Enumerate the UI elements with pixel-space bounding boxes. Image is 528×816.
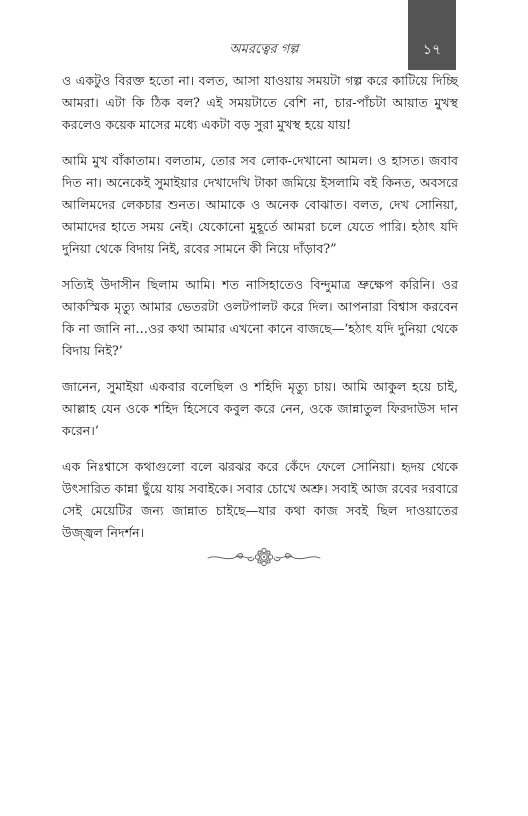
paragraph: আমি মুখ বাঁকাতাম। বলতাম, তোর সব লোক-দেখানো আমল। ও হাসত। জবাব দিত না। অনেকেই সুমাইয়ার দেখাদেখি টাকা জমিয়ে ইসলামি বই কিনত, অবসরে আলিমদের লেকচার শুনত। আমাকে ও অনেক বোঝাত। বলত, দেখ সোনিয়া, আমাদের হাতে সময় নেই। যেকোনো মুহূর্তে আমরা চলে যেতে পারি। হঠাৎ যদি দুনিয়া থেকে বিদায় নিই, রবের সামনে কী নিয়ে দাঁড়াব?” — [62, 153, 458, 256]
running-header-title: অমরত্বের গল্প — [229, 42, 299, 57]
page-number-tab — [408, 0, 456, 70]
floral-divider-icon — [206, 546, 322, 568]
paragraph: এক নিঃশ্বাসে কথাগুলো বলে ঝরঝর করে কেঁদে ফেলে সোনিয়া। হৃদয় থেকে উৎসারিত কান্না ছুঁয়ে যায় সবাইকে। সবার চোখে অশ্রু। সবাই আজ রবের দরবারে সেই মেয়েটির জন্য জান্নাত চাইছে—যার কথা কাজ সবই ছিল দাওয়াতের উজ্জ্বল নিদর্শন। — [62, 459, 458, 540]
body-text — [62, 70, 458, 558]
paragraph: সত্যিই উদাসীন ছিলাম আমি। শত নাসিহাতেও বিন্দুমাত্র ভ্রুক্ষেপ করিনি। ওর আকস্মিক মৃত্যু আমার ভেতরটা ওলটপালট করে দিল। আপনারা বিশ্বাস করবেন কি না জানি না…ওর কথা আমার এখনো কানে বাজছে—‘হঠাৎ যদি দুনিয়া থেকে বিদায় নিই?’ — [62, 277, 458, 358]
paragraph: ও একটুও বিরক্ত হতো না। বলত, আসা যাওয়ায় সময়টা গল্প করে কাটিয়ে দিচ্ছি আমরা। এটা কি ঠিক বল? এই সময়টাতে বেশি না, চার-পাঁচটা আয়াত মুখস্থ করলেও কয়েক মাসের মধ্যে একটা বড় সুরা মুখস্থ হয়ে যায়! — [62, 73, 458, 132]
page-number: ১৭ — [422, 42, 442, 58]
paragraph: জানেন, সুমাইয়া একবার বলেছিল ও শহিদি মৃত্যু চায়। আমি আকুল হয়ে চাই, আল্লাহ যেন ওকে শহিদ হিসেবে কবুল করে নেন, ওকে জান্নাতুল ফিরদাউস দান করেন।’ — [62, 379, 458, 438]
